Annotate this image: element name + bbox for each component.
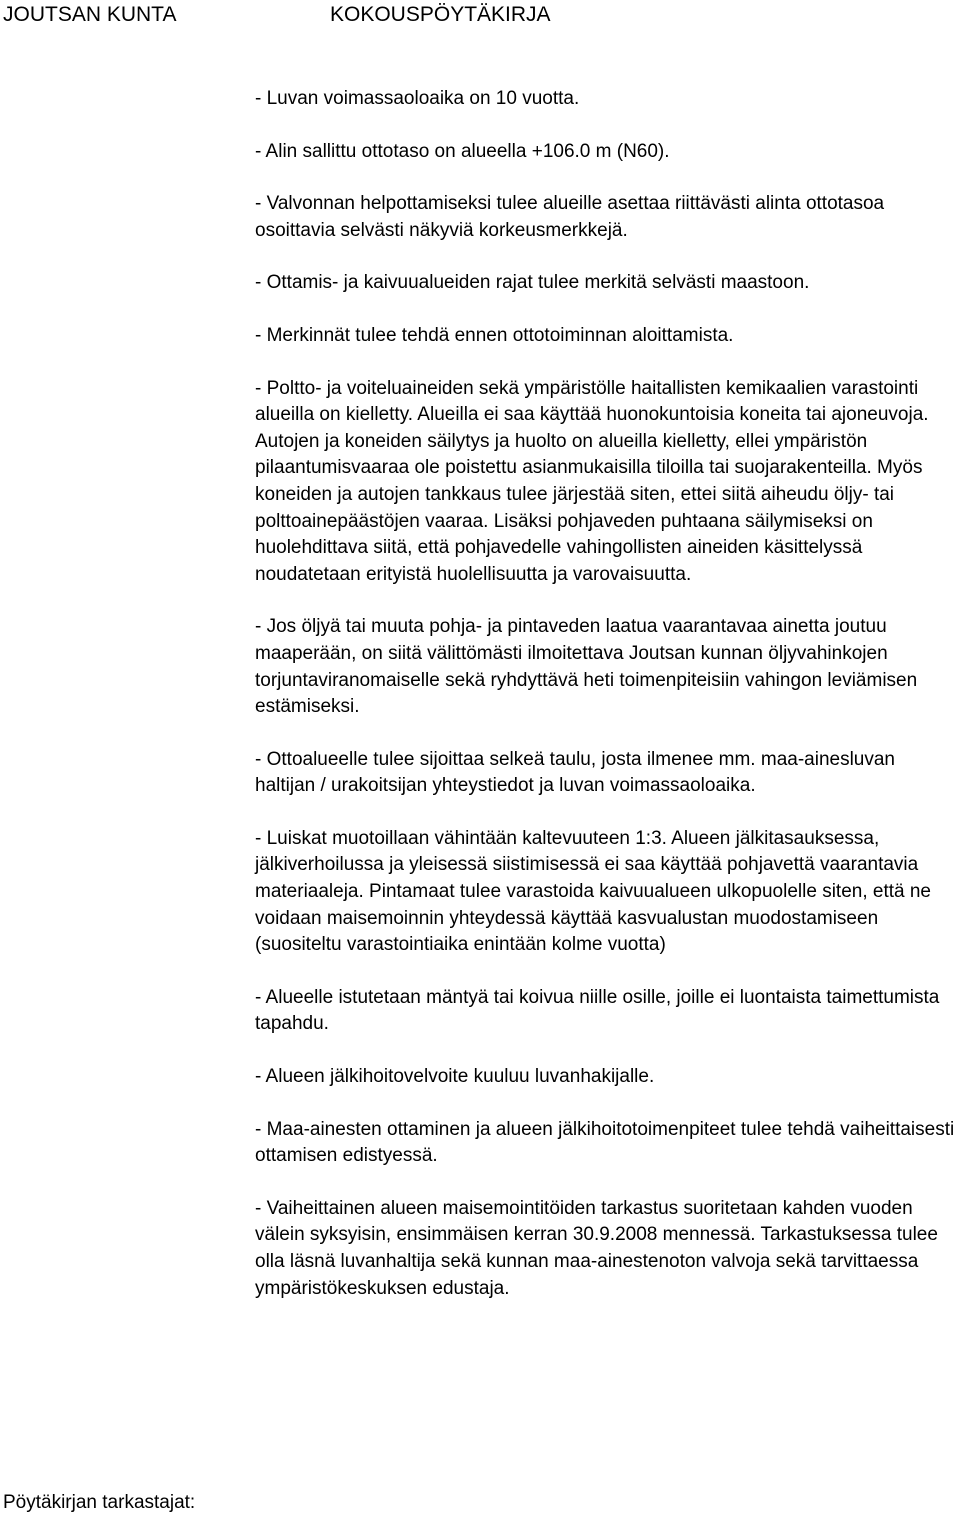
- condition-paragraph: - Luvan voimassaoloaika on 10 vuotta.: [255, 88, 580, 109]
- reviewers-label: Pöytäkirjan tarkastajat:: [3, 1492, 196, 1513]
- condition-paragraph: - Alueen jälkihoitovelvoite kuuluu luvanhakijalle.: [255, 1066, 655, 1088]
- condition-paragraph: - Maa-ainesten ottaminen ja alueen jälkihoitotoimenpiteet tulee tehdä vaiheittaisesti ottamisen edistyessä.: [255, 1118, 955, 1167]
- condition-paragraph: - Valvonnan helpottamiseksi tulee alueille asettaa riittävästi alinta ottotasoa osoittavia selvästi näkyviä korkeusmerkkejä.: [255, 193, 885, 241]
- document-type: KOKOUSPÖYTÄKIRJA: [330, 3, 551, 26]
- condition-paragraph: - Merkinnät tulee tehdä ennen ottotoiminnan aloittamista.: [255, 324, 734, 346]
- condition-paragraph: - Alin sallittu ottotaso on alueella +106.0 m (N60).: [255, 140, 670, 162]
- condition-paragraph: - Vaiheittainen alueen maisemointitöiden tarkastus suoritetaan kahden vuoden välein syksyisin, ensimmäisen kerran 30.9.2008 mennessä. Tarkastuksessa tulee olla läsnä luvanhaltija sekä kunnan maa-ainestenoton valvoja sekä tarvittaessa ympäristökeskuksen edustaja.: [255, 1197, 938, 1299]
- condition-paragraph: - Alueelle istutetaan mäntyä tai koivua niille osille, joille ei luontaista taimettumista tapahdu.: [255, 986, 940, 1035]
- page-header: [0, 0, 960, 30]
- condition-paragraph: - Poltto- ja voiteluaineiden sekä ympäristölle haitallisten kemikaalien varastointi alueilla on kielletty. Alueilla ei saa käyttää huonokuntoisia koneita tai ajoneuvoja. Autojen ja koneiden säilytys ja huolto on alueilla kielletty, ellei ympäristön pilaantumisvaaraa ole poistettu asianmukaisilla tiloilla tai suojarakenteilla. Myös koneiden ja autojen tankkaus tulee järjestää siten, ettei siitä aiheudu öljy- tai polttoainepäästöjen vaaraa. Lisäksi pohjaveden puhtaana säilymiseksi on huolehdittava siitä, että pohjavedelle vahingollisten aineiden käsittelyssä noudatetaan erityistä huolellisuutta ja varovaisuutta.: [255, 377, 929, 585]
- conditions-list: [255, 86, 960, 1328]
- condition-paragraph: - Jos öljyä tai muuta pohja- ja pintaveden laatua vaarantavaa ainetta joutuu maaperään, on siitä välittömästi ilmoitettava Joutsan kunnan öljyvahinkojen torjuntaviranomaiselle sekä ryhdyttävä heti toimenpiteisiin vahingon leviämisen estämiseksi.: [255, 616, 918, 718]
- condition-paragraph: - Ottamis- ja kaivuualueiden rajat tulee merkitä selvästi maastoon.: [255, 272, 810, 294]
- condition-paragraph: - Ottoalueelle tulee sijoittaa selkeä taulu, josta ilmenee mm. maa-ainesluvan haltijan / urakoitsijan yhteystiedot ja luvan voimassaoloaika.: [255, 748, 895, 797]
- condition-paragraph: - Luiskat muotoillaan vähintään kaltevuuteen 1:3. Alueen jälkitasauksessa, jälkiverhoilussa ja yleisessä siistimisessä ei saa käyttää pohjavettä vaarantavia materiaaleja. Pintamaat tulee varastoida kaivuualueen ulkopuolelle siten, että ne voidaan maisemoinnin yhteydessä käyttää kasvualustan muodostamiseen (suositeltu varastointiaika enintään kolme vuotta): [255, 827, 931, 956]
- municipality-name: JOUTSAN KUNTA: [3, 3, 177, 26]
